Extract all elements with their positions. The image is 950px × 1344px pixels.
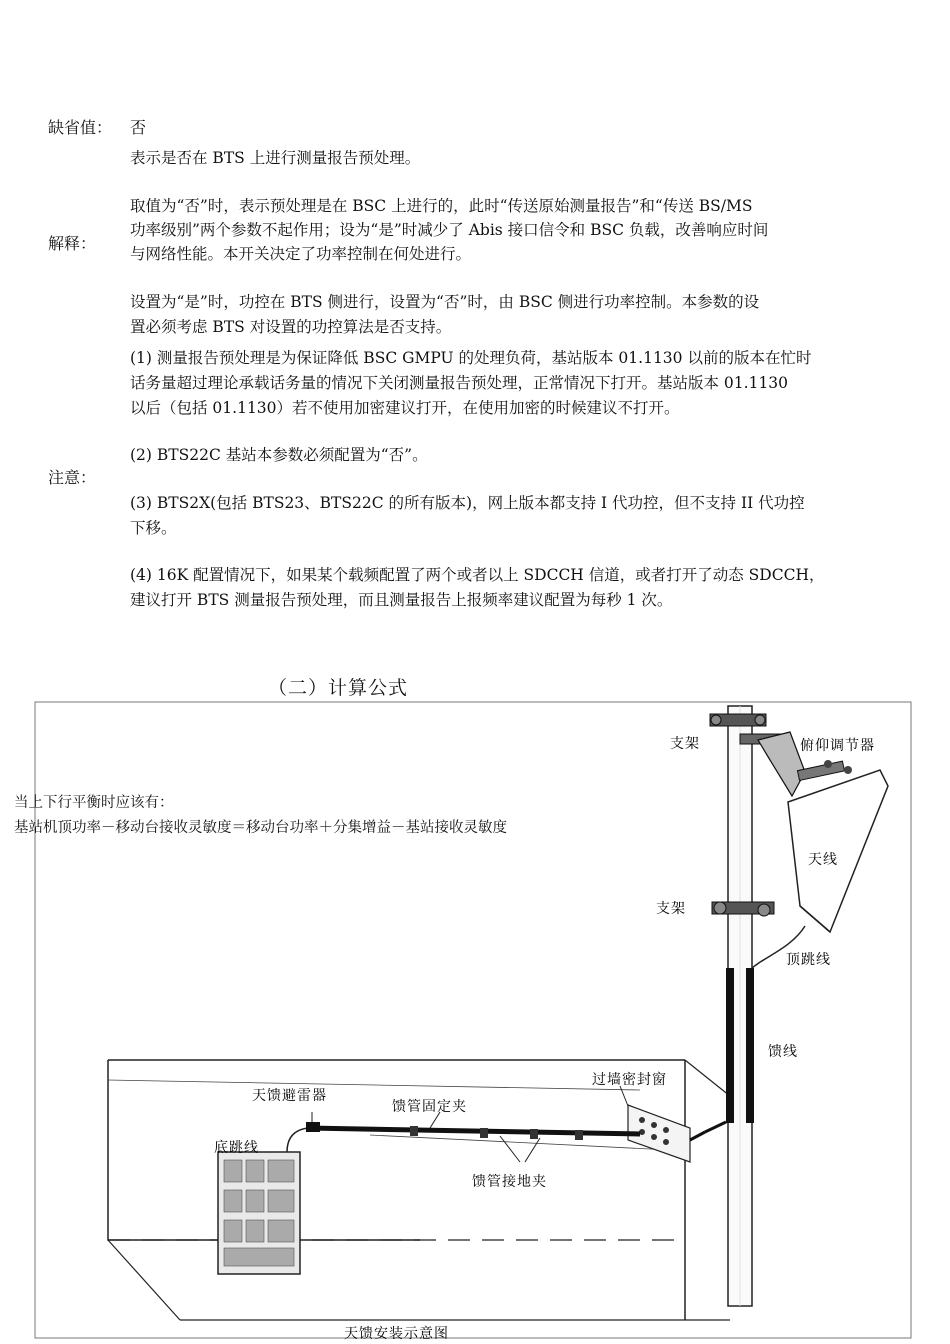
explain-line-2: 取值为“否”时，表示预处理是在 BSC 上进行的，此时“传送原始测量报告”和“传送 BS/MS xyxy=(130,197,753,215)
room-inner-line xyxy=(370,1135,670,1150)
bts-cabinet xyxy=(218,1152,300,1274)
explain-line-3: 功率级别”两个参数不起作用；设为“是”时减少了 Abis 接口信令和 BSC 负载，改善响应时间 xyxy=(130,221,769,239)
leader-lines xyxy=(312,1086,628,1162)
explain-label: 解释： xyxy=(48,234,97,253)
formula-intro: 当上下行平衡时应该有： xyxy=(14,795,174,811)
label-bottom-jumper: 底跳线 xyxy=(214,1140,259,1156)
room-ceiling-line xyxy=(108,1080,640,1090)
room-floor-left xyxy=(108,1240,180,1320)
lightning-arrester xyxy=(306,1122,320,1132)
explain-line-6: 置必须考虑 BTS 对设置的功控算法是否支持。 xyxy=(130,318,452,336)
note-line-7: (4) 16K 配置情况下，如果某个载频配置了两个或者以上 SDCCH 信道，或者打开了动态 SDCCH， xyxy=(130,566,825,584)
section-title: （二）计算公式 xyxy=(268,677,409,699)
note-line-1: (1) 测量报告预处理是为保证降低 BSC GMPU 的处理负荷，基站版本 01.1130 以前的版本在忙时 xyxy=(130,349,812,367)
note-line-6: 下移。 xyxy=(130,519,177,537)
label-ground-clamp: 馈管接地夹 xyxy=(472,1174,547,1190)
feeder-cable-left xyxy=(726,968,734,1123)
note-line-4: (2) BTS22C 基站本参数必须配置为“否”。 xyxy=(130,446,428,464)
formula-equation: 基站机顶功率－移动台接收灵敏度＝移动台功率＋分集增益－基站接收灵敏度 xyxy=(14,820,507,836)
indoor-feeder xyxy=(308,1128,640,1134)
default-label: 缺省值： xyxy=(48,118,113,137)
label-bracket-mid: 支架 xyxy=(656,901,686,917)
explain-line-4: 与网络性能。本开关决定了功率控制在何处进行。 xyxy=(130,245,472,263)
explain-line-1: 表示是否在 BTS 上进行测量报告预处理。 xyxy=(130,149,421,167)
label-arrester: 天馈避雷器 xyxy=(252,1088,327,1104)
label-tilt: 俯仰调节器 xyxy=(800,738,875,754)
label-clamp: 馈管固定夹 xyxy=(392,1099,467,1115)
label-wall-window: 过墙密封窗 xyxy=(592,1072,667,1088)
note-line-5: (3) BTS2X(包括 BTS23、BTS22C 的所有版本)，网上版本都支持 I 代功控，但不支持 II 代功控 xyxy=(130,494,805,512)
label-top-jumper: 顶跳线 xyxy=(786,952,831,968)
note-line-2: 话务量超过理论承载话务量的情况下关闭测量报告预处理，正常情况下打开。基站版本 01.1130 xyxy=(130,374,789,392)
feeder-cable-right xyxy=(746,968,754,1123)
label-bracket-top: 支架 xyxy=(670,736,700,752)
mid-bracket-icon xyxy=(712,902,774,916)
note-label: 注意： xyxy=(48,468,97,487)
label-antenna: 天线 xyxy=(808,852,838,868)
diagram-caption: 天馈安装示意图 xyxy=(344,1326,449,1342)
note-line-8: 建议打开 BTS 测量报告预处理，而且测量报告上报频率建议配置为每秒 1 次。 xyxy=(130,591,673,609)
note-line-3: 以后（包括 01.1130）若不使用加密建议打开，在使用加密的时候建议不打开。 xyxy=(130,399,680,417)
bottom-jumper-cable xyxy=(287,1128,308,1152)
label-feeder: 馈线 xyxy=(768,1044,798,1060)
explain-line-5: 设置为“是”时，功控在 BTS 侧进行，设置为“否”时，由 BSC 侧进行功率控制。本参数的设 xyxy=(130,293,760,311)
default-value: 否 xyxy=(130,118,147,137)
